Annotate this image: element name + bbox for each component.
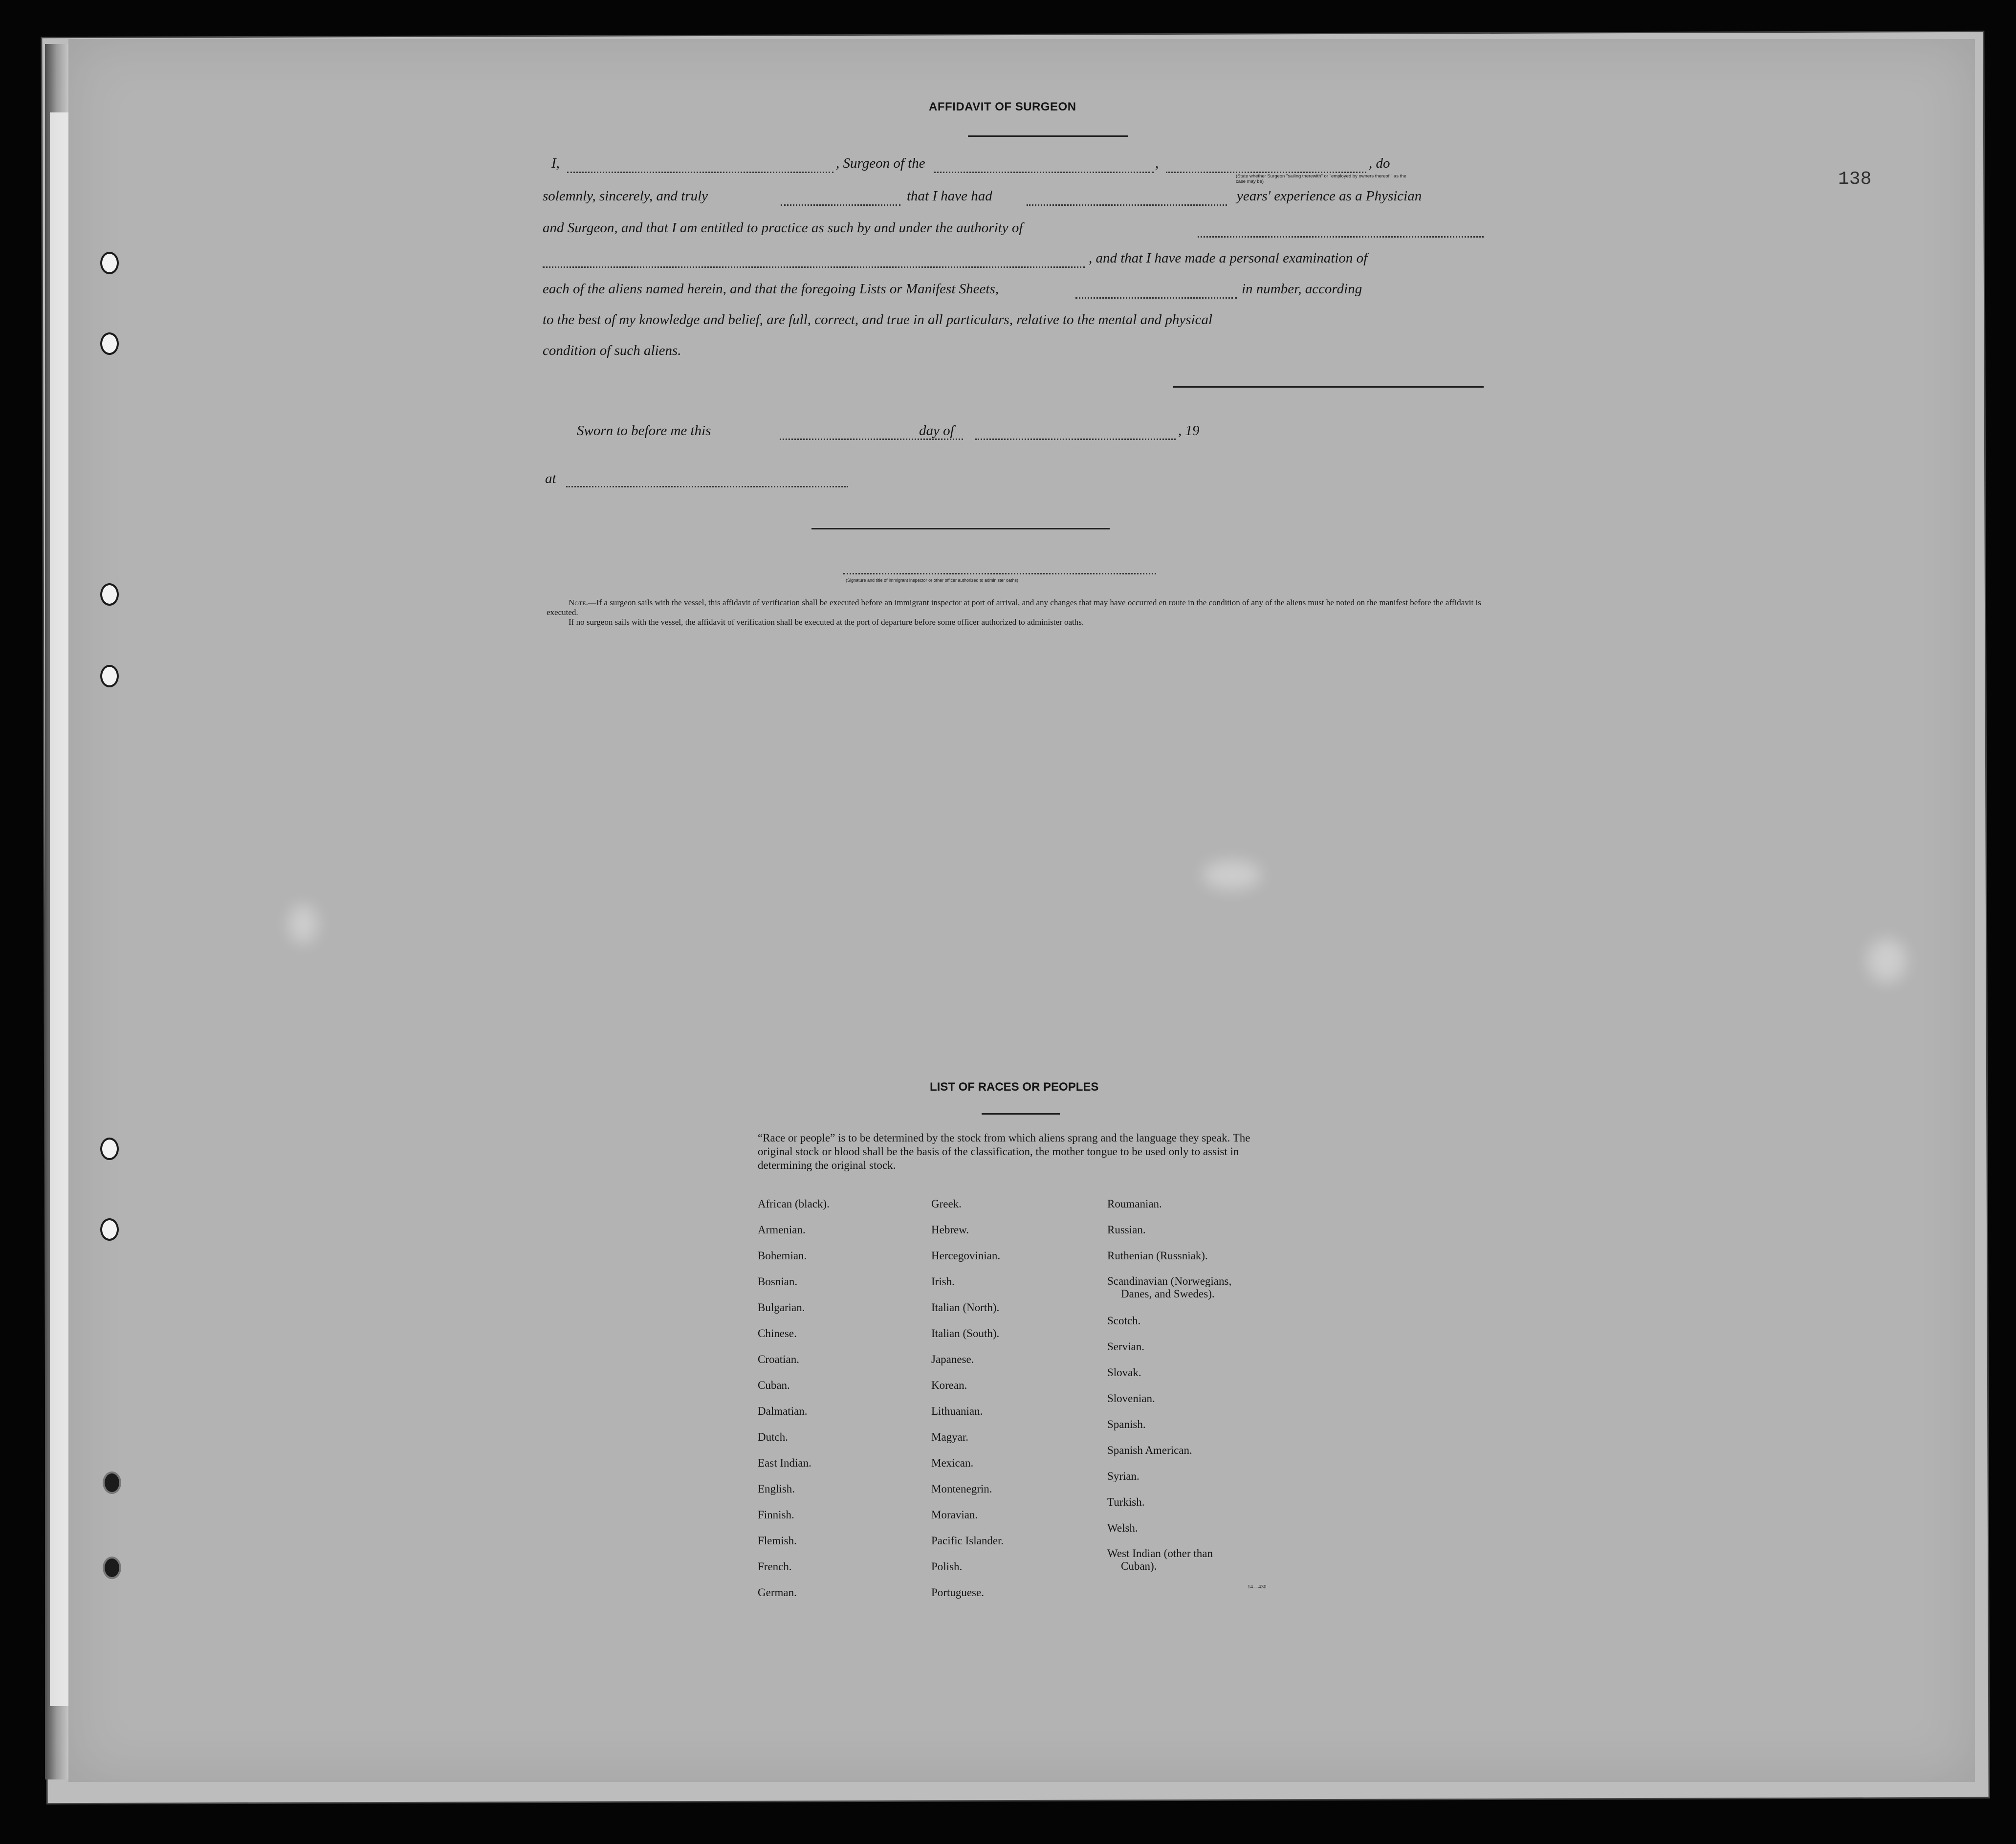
race-list-item: East Indian. (758, 1457, 811, 1469)
note-label: Note. (569, 598, 588, 607)
binder-hole (103, 1557, 121, 1579)
year-prefix: , 19 (1178, 423, 1200, 439)
location-blank (566, 486, 848, 487)
race-list-item: Magyar. (931, 1431, 969, 1443)
races-intro: “Race or people” is to be determined by the stock from which aliens sprang and the language they speak. The original stock or blood shall be the basis of the classification, the mother tongue to be used only to assist in determining the original stock. (758, 1132, 1250, 1171)
surgeon-name-blank (567, 172, 833, 173)
race-list-item (1107, 1269, 1231, 1308)
race-list-item: Korean. (931, 1379, 967, 1391)
races-title-rule (982, 1113, 1060, 1115)
affidavit-line-2-mid: that I have had (907, 188, 992, 204)
race-list-item: French. (758, 1560, 792, 1573)
race-list-item: Ruthenian (Russniak). (1107, 1250, 1208, 1262)
page-number: 138 (1838, 169, 1872, 190)
race-list-item: Moravian. (931, 1509, 978, 1521)
races-column-2 (931, 1191, 1004, 1605)
race-list-item: Hercegovinian. (931, 1250, 1001, 1262)
race-list-item: Bulgarian. (758, 1301, 805, 1314)
authority-blank (1198, 236, 1484, 238)
race-list-item: Portuguese. (931, 1586, 984, 1599)
officer-signature-caption: (Signature and title of immigrant inspector or other officer authorized to administer oaths) (846, 578, 1019, 583)
race-list-item: Polish. (931, 1560, 963, 1573)
race-list-item: Spanish American. (1107, 1444, 1192, 1456)
affidavit-line-6: to the best of my knowledge and belief, are full, correct, and true in all particulars, relative to the mental and physical (543, 312, 1213, 328)
surgeon-signature-line (1173, 386, 1484, 388)
binder-hole (100, 665, 119, 687)
surgeon-of-text: , Surgeon of the (836, 155, 925, 171)
race-list-item: Turkish. (1107, 1496, 1145, 1508)
race-list-item: Roumanian. (1107, 1198, 1162, 1210)
surgeon-status-note: (State whether Surgeon "sailing therewith" or "employed by owners thereof," as the case may be) (1236, 174, 1406, 184)
form-number: 14—430 (1248, 1584, 1267, 1590)
affidavit-i: I, (551, 155, 560, 171)
race-list-item: Spanish. (1107, 1418, 1146, 1430)
race-list-item-line: Cuban). (1121, 1560, 1157, 1572)
race-list-item: Syrian. (1107, 1470, 1139, 1482)
sworn-text: Sworn to before me this (577, 423, 711, 439)
binder-hole (100, 1218, 119, 1241)
binder-hole (100, 332, 119, 355)
affidavit-line-5-start: each of the aliens named herein, and that the foregoing Lists or Manifest Sheets, (543, 281, 999, 297)
race-list-item: Montenegrin. (931, 1483, 992, 1495)
binder-hole (100, 252, 119, 274)
race-list-item: Cuban. (758, 1379, 790, 1391)
do-text: , do (1369, 155, 1390, 171)
document-page (68, 39, 1975, 1782)
binder-hole (100, 1138, 119, 1160)
binder-hole (103, 1471, 121, 1494)
race-list-item: Croatian. (758, 1353, 799, 1365)
sheet-count-blank (1075, 297, 1237, 299)
race-list-item-line: Danes, and Swedes). (1121, 1288, 1215, 1300)
title-rule (968, 135, 1128, 137)
affidavit-line-4: , and that I have made a personal examination of (1089, 250, 1368, 266)
races-column-3 (1107, 1191, 1231, 1580)
race-list-item: German. (758, 1586, 797, 1599)
line-comma: , (1155, 155, 1159, 171)
race-list-item: Scotch. (1107, 1315, 1141, 1327)
race-list-item: Flemish. (758, 1535, 797, 1547)
affidavit-line-7: condition of such aliens. (543, 343, 681, 358)
authority-continuation-blank (543, 266, 1085, 268)
race-list-item: Mexican. (931, 1457, 974, 1469)
affidavit-line-2-start: solemnly, sincerely, and truly (543, 188, 708, 204)
affidavit-title: AFFIDAVIT OF SURGEON (929, 100, 1076, 113)
at-text: at (545, 471, 556, 486)
note-text-1: —If a surgeon sails with the vessel, this affidavit of verification shall be executed before an immigrant inspector at port of arrival, and any changes that may have occurred en route in the condition of any of the aliens must be noted on the manifest before the affidavit is executed. (547, 598, 1481, 617)
race-list-item: Hebrew. (931, 1224, 969, 1236)
day-of-text: day of (919, 423, 954, 439)
race-list-item: Welsh. (1107, 1522, 1138, 1534)
races-title: LIST OF RACES OR PEOPLES (930, 1080, 1099, 1094)
paper-stain (288, 904, 318, 944)
affidavit-line-2-end: years' experience as a Physician (1237, 188, 1422, 204)
race-list-item: Chinese. (758, 1327, 797, 1339)
race-list-item: Finnish. (758, 1509, 794, 1521)
affidavit-line-3: and Surgeon, and that I am entitled to practice as such by and under the authority of (543, 220, 1023, 236)
paper-stain (1203, 860, 1261, 890)
race-list-item: Slovenian. (1107, 1392, 1155, 1405)
race-list-item: Italian (South). (931, 1327, 1000, 1339)
vessel-name-blank (934, 172, 1154, 173)
affidavit-note (547, 598, 1485, 627)
note-text-2: If no surgeon sails with the vessel, the affidavit of verification shall be executed at the port of departure before some officer authorized to administer oaths. (569, 617, 1084, 627)
race-list-item: Pacific Islander. (931, 1535, 1004, 1547)
race-list-item: Armenian. (758, 1224, 806, 1236)
race-list-item: African (black). (758, 1198, 830, 1210)
binder-hole (100, 583, 119, 606)
race-list-item: Japanese. (931, 1353, 974, 1365)
race-list-item: English. (758, 1483, 795, 1495)
race-list-item: Dutch. (758, 1431, 788, 1443)
surgeon-status-blank (1166, 172, 1366, 173)
race-list-item-line: West Indian (other than (1107, 1547, 1213, 1559)
affidavit-line-5-end: in number, according (1242, 281, 1362, 297)
race-list-item: Irish. (931, 1275, 955, 1288)
race-list-item: Italian (North). (931, 1301, 1000, 1314)
races-column-1 (758, 1191, 830, 1605)
race-list-item (1107, 1541, 1231, 1580)
race-list-item: Greek. (931, 1198, 962, 1210)
officer-signature-line (811, 528, 1110, 529)
officer-title-line (843, 573, 1156, 574)
binding-strip (50, 112, 68, 1706)
years-blank (1027, 204, 1227, 206)
race-list-item: Lithuanian. (931, 1405, 983, 1417)
race-list-item: Slovak. (1107, 1366, 1141, 1379)
race-list-item-line: Scandinavian (Norwegians, (1107, 1275, 1232, 1287)
sworn-month-blank (975, 439, 1176, 440)
oath-blank (781, 204, 900, 206)
race-list-item: Russian. (1107, 1224, 1146, 1236)
race-list-item: Servian. (1107, 1340, 1145, 1353)
paper-stain (1867, 939, 1906, 983)
race-list-item: Dalmatian. (758, 1405, 808, 1417)
race-list-item: Bohemian. (758, 1250, 807, 1262)
race-list-item: Bosnian. (758, 1275, 798, 1288)
